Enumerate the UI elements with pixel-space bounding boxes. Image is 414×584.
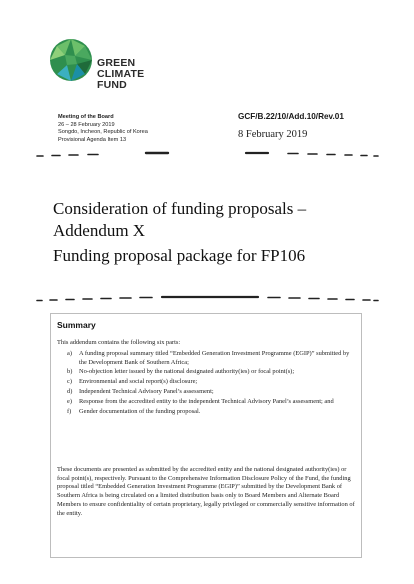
list-item <box>57 388 357 397</box>
list-item-text: Response from the accredited entity to the independent Technical Advisory Panel’s assessment; and <box>79 397 334 405</box>
list-marker: d) <box>67 387 73 395</box>
meeting-info <box>58 114 148 144</box>
divider-rule <box>36 294 379 302</box>
page-title-line: Consideration of funding proposals – <box>53 199 307 218</box>
page-title-line: Addendum X <box>53 221 146 240</box>
list-item <box>57 378 357 387</box>
list-item-text: Independent Technical Advisory Panel’s assessment; <box>79 387 214 395</box>
list-item-text: Environmental and social report(s) disclosure; <box>79 378 198 386</box>
document-date: 8 February 2019 <box>238 129 308 140</box>
list-item <box>57 350 357 367</box>
list-item-text: A funding proposal summary titled “Embedded Generation Investment Programme (EGIP)” submitted by the Development Bank of Southern Africa; <box>79 350 350 366</box>
agenda-item: Provisional Agenda Item 13 <box>58 136 127 143</box>
org-name-line: CLIMATE <box>97 68 145 80</box>
meeting-title: Meeting of the Board <box>58 114 114 120</box>
list-marker: b) <box>67 368 73 376</box>
list-item-text: No-objection letter issued by the national designated authority(ies) or focal point(s); <box>79 368 295 376</box>
list-marker: c) <box>67 378 72 386</box>
list-item-text: Gender documentation of the funding proposal. <box>79 407 201 415</box>
gcf-logo-icon <box>49 38 93 82</box>
meeting-location: Songdo, Incheon, Republic of Korea <box>58 129 148 136</box>
summary-closing-paragraph: These documents are presented as submitted by the accredited entity and the national designated authority(ies) or focal point(s), respectively. Pursuant to the Comprehensive Information Disclosure Policy of the Fund, the funding proposal titled “Embedded Generation Investment Programme (EGIP)” submitted by the Development Bank of Southern Africa is being circulated on a limited distribution basis only to Board Members and Alternate Board Members to ensure confidentiality of certain proprietary, legally privileged or commercially sensitive information of the entity. <box>57 466 355 517</box>
list-marker: f) <box>67 407 72 415</box>
list-item <box>57 398 357 407</box>
summary-parts-list <box>57 350 357 417</box>
divider-rule <box>36 150 379 158</box>
meeting-dates: 26 – 28 February 2019 <box>58 121 115 128</box>
summary-heading: Summary <box>57 320 96 330</box>
org-name-line: GREEN <box>97 57 136 69</box>
page-title <box>53 198 306 242</box>
list-marker: e) <box>67 397 72 405</box>
list-marker: a) <box>67 350 72 357</box>
page-subtitle: Funding proposal package for FP106 <box>53 246 306 265</box>
org-name-line: FUND <box>97 79 127 91</box>
summary-intro: This addendum contains the following six parts: <box>57 339 181 346</box>
list-item <box>57 408 357 417</box>
list-item <box>57 368 357 377</box>
document-reference: GCF/B.22/10/Add.10/Rev.01 <box>238 112 344 121</box>
org-name <box>97 58 144 91</box>
